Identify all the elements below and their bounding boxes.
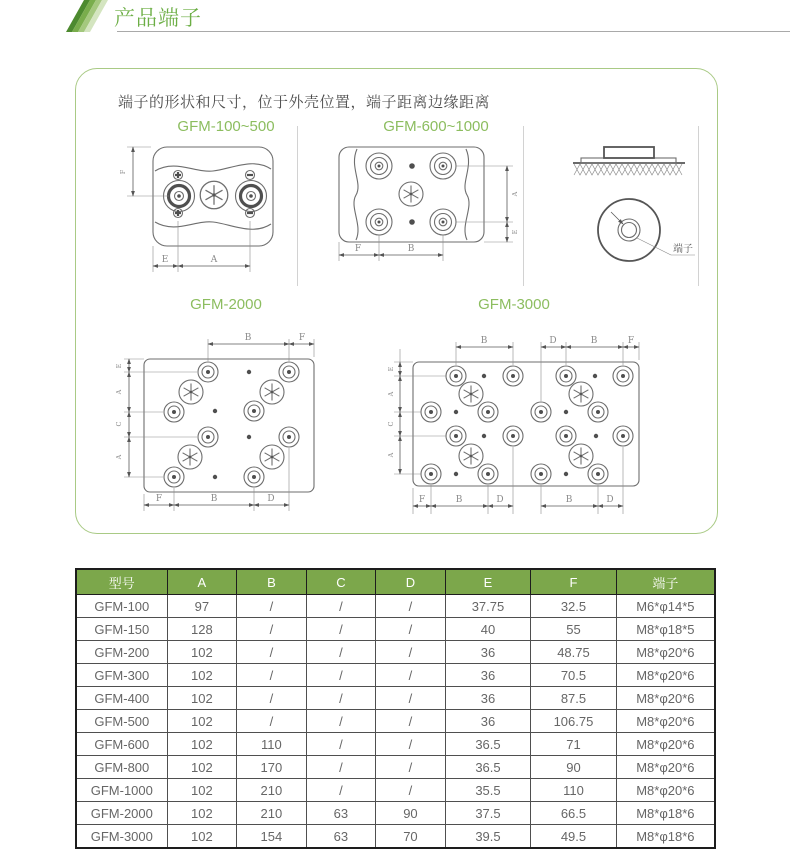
model-cell: GFM-150 [76,618,167,641]
value-cell: M6*φ14*5 [616,595,715,618]
value-cell: / [306,687,376,710]
value-cell: 154 [237,825,307,849]
valve-icon [569,382,593,406]
dimension-label: F [298,333,306,343]
value-cell: 102 [167,756,237,779]
terminal-callout [637,238,695,255]
value-cell: 71 [531,733,617,756]
value-cell: 35.5 [445,779,531,802]
dimension-label: E [161,255,169,265]
value-cell: 36 [445,687,531,710]
value-cell: / [237,687,307,710]
table-row [76,664,715,687]
dimension-label: A [387,391,395,397]
header-f: F [531,569,617,595]
valve-icon [200,181,228,209]
dimension-lines [115,333,314,511]
panel-description: 端子的形状和尺寸，位于外壳位置，端子距离边缘距离 [118,94,491,111]
value-cell: / [306,756,376,779]
value-cell: M8*φ20*6 [616,687,715,710]
terminal-icon [430,153,456,179]
value-cell: M8*φ18*6 [616,825,715,849]
value-cell: / [237,618,307,641]
dimension-label: D [267,494,275,504]
header-c: C [306,569,376,595]
dimension-label: A [511,191,519,197]
table-row [76,618,715,641]
table-row [76,733,715,756]
value-cell: / [306,618,376,641]
header-model: 型号 [76,569,167,595]
value-cell: / [306,641,376,664]
value-cell: / [376,664,446,687]
value-cell: / [306,664,376,687]
valve-icon [178,445,202,469]
value-cell: 90 [531,756,617,779]
terminal-icon [366,153,392,179]
header-terminal: 端子 [616,569,715,595]
value-cell: 55 [531,618,617,641]
dimension-label: C [115,421,123,427]
dimension-label: A [115,454,123,460]
value-cell: 70.5 [531,664,617,687]
dimension-label: E [115,363,123,369]
valve-icon [260,445,284,469]
value-cell: 49.5 [531,825,617,849]
dimension-label: F [418,495,426,505]
table-row [76,825,715,849]
value-cell: 37.5 [445,802,531,825]
model-cell: GFM-100 [76,595,167,618]
value-cell: 102 [167,779,237,802]
value-cell: 102 [167,641,237,664]
value-cell: M8*φ20*6 [616,779,715,802]
value-cell: M8*φ20*6 [616,641,715,664]
dimension-label: B [455,495,463,505]
dimension-label: F [354,244,362,254]
dimension-label: B [590,336,598,346]
model-cell: GFM-400 [76,687,167,710]
value-cell: 36.5 [445,733,531,756]
terminal-spec-table [75,568,716,849]
diagram-label-gfm-3000: GFM-3000 [478,296,550,313]
value-cell: 32.5 [531,595,617,618]
header-e: E [445,569,531,595]
value-cell: M8*φ20*6 [616,756,715,779]
value-cell: 102 [167,825,237,849]
valve-icon [459,444,483,468]
dimension-label: A [387,452,395,458]
terminal-icon [236,181,267,212]
table-row [76,710,715,733]
dimension-lines [387,336,639,514]
value-cell: / [376,779,446,802]
table-row [76,756,715,779]
value-cell: / [376,733,446,756]
gfm-3000-diagram [386,319,656,524]
page-title: 产品端子 [114,7,202,30]
value-cell: 102 [167,687,237,710]
hatch-pattern [574,164,682,175]
diagram-label-gfm-100-500: GFM-100~500 [177,118,275,135]
value-cell: / [376,595,446,618]
table-row [76,641,715,664]
value-cell: 110 [531,779,617,802]
value-cell: 102 [167,802,237,825]
value-cell: 90 [376,802,446,825]
terminal-side-view-diagram [561,142,721,292]
value-cell: 37.75 [445,595,531,618]
value-cell: 87.5 [531,687,617,710]
valve-icon [459,382,483,406]
header-d: D [376,569,446,595]
value-cell: 63 [306,825,376,849]
terminal-diagram-panel [75,68,718,534]
dimension-label: B [480,336,488,346]
dimension-label: A [210,255,218,265]
terminal-icon [430,209,456,235]
value-cell: / [237,641,307,664]
value-cell: / [306,595,376,618]
value-cell: 36 [445,664,531,687]
value-cell: 102 [167,710,237,733]
battery-outline [144,359,314,492]
value-cell: 110 [237,733,307,756]
terminal-icon [366,209,392,235]
value-cell: / [237,664,307,687]
model-cell: GFM-2000 [76,802,167,825]
dimension-label: D [549,336,557,346]
table-header-row [76,569,715,595]
dimension-lines [339,166,519,261]
value-cell: 66.5 [531,802,617,825]
positive-screw-icon [174,209,183,218]
model-cell: GFM-800 [76,756,167,779]
value-cell: 210 [237,802,307,825]
dimension-label: B [244,333,252,343]
dimension-label: C [387,421,395,427]
dimension-label: A [115,389,123,395]
value-cell: 63 [306,802,376,825]
dimension-label: D [496,495,504,505]
value-cell: 39.5 [445,825,531,849]
negative-screw-icon [246,209,255,218]
dimension-label: B [407,244,415,254]
table-row [76,802,715,825]
value-cell: / [376,618,446,641]
value-cell: / [237,595,307,618]
positive-screw-icon [174,171,183,180]
model-cell: GFM-300 [76,664,167,687]
dimension-label: E [511,229,519,235]
dimension-label: D [606,495,614,505]
table-row [76,779,715,802]
terminal-cap [604,147,654,158]
dimension-label: F [119,169,127,175]
negative-screw-icon [246,171,255,180]
table-row [76,687,715,710]
gfm-600-1000-diagram [331,139,531,289]
value-cell: M8*φ18*5 [616,618,715,641]
valve-icon [260,380,284,404]
header-b: B [237,569,307,595]
value-cell: / [306,733,376,756]
model-cell: GFM-3000 [76,825,167,849]
value-cell: M8*φ20*6 [616,733,715,756]
dimension-label: F [627,336,635,346]
diagram-label-gfm-2000: GFM-2000 [190,296,262,313]
dimension-label: E [387,366,395,372]
header-divider [117,31,790,32]
value-cell: 170 [237,756,307,779]
dimension-label: F [155,494,163,504]
value-cell: 40 [445,618,531,641]
valve-icon [179,380,203,404]
value-cell: 210 [237,779,307,802]
value-cell: / [376,641,446,664]
model-cell: GFM-1000 [76,779,167,802]
dimension-lines [119,147,250,272]
gfm-2000-diagram [106,319,346,524]
value-cell: M8*φ18*6 [616,802,715,825]
model-cell: GFM-600 [76,733,167,756]
value-cell: 102 [167,733,237,756]
header-a: A [167,569,237,595]
dimension-label: B [565,495,573,505]
terminal-callout-label: 端子 [673,244,693,255]
vent-dot [409,163,415,169]
value-cell: M8*φ20*6 [616,710,715,733]
value-cell: 106.75 [531,710,617,733]
vent-dot [409,219,415,225]
value-cell: / [306,710,376,733]
value-cell: / [306,779,376,802]
value-cell: M8*φ20*6 [616,664,715,687]
gfm-100-500-diagram [111,139,301,284]
valve-icon [399,182,423,206]
value-cell: 48.75 [531,641,617,664]
value-cell: / [376,756,446,779]
valve-icon [569,444,593,468]
value-cell: 70 [376,825,446,849]
value-cell: 36.5 [445,756,531,779]
table-row [76,595,715,618]
diagram-label-gfm-600-1000: GFM-600~1000 [383,118,489,135]
value-cell: / [237,710,307,733]
value-cell: 36 [445,641,531,664]
value-cell: 36 [445,710,531,733]
value-cell: 128 [167,618,237,641]
terminal-top-view [598,199,660,261]
dimension-label: B [210,494,218,504]
spec-table-body [76,595,715,849]
green-stripes-icon [66,0,108,32]
value-cell: / [376,687,446,710]
value-cell: / [376,710,446,733]
model-cell: GFM-200 [76,641,167,664]
model-cell: GFM-500 [76,710,167,733]
value-cell: 102 [167,664,237,687]
value-cell: 97 [167,595,237,618]
